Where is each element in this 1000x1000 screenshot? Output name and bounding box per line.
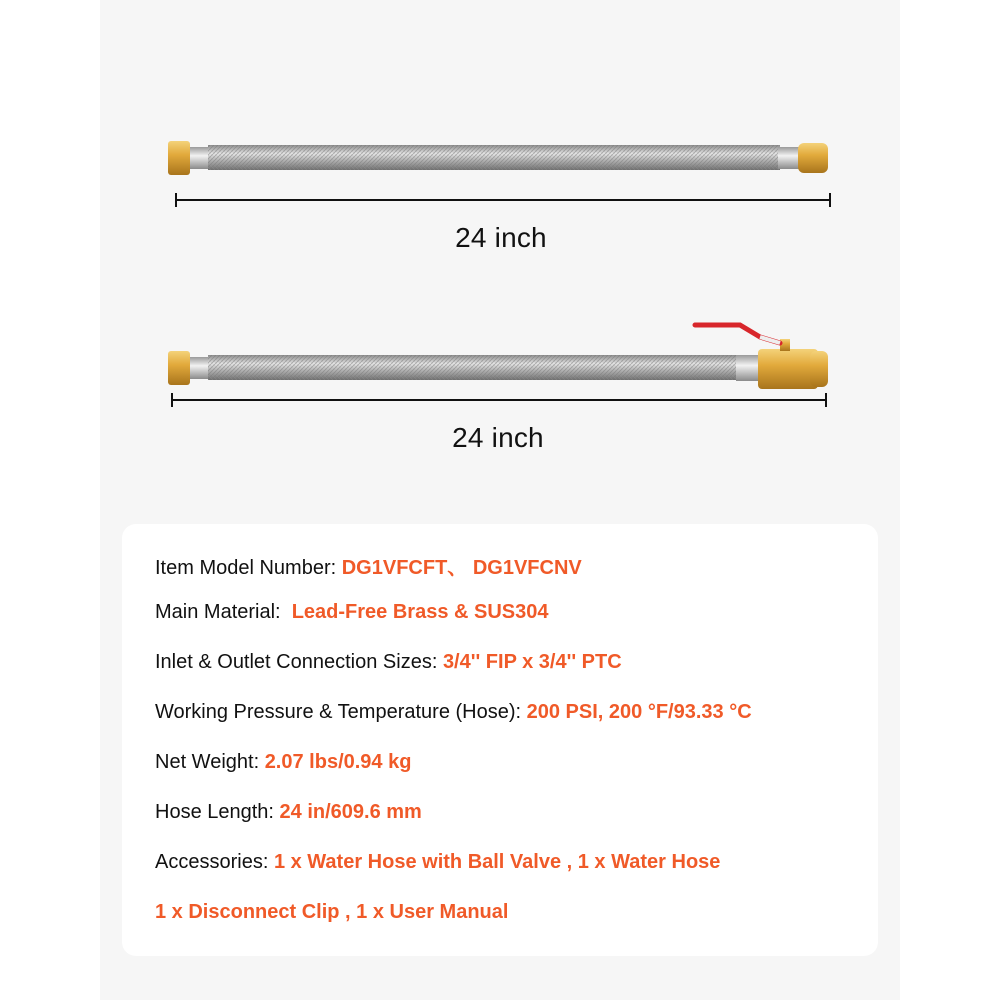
dimension-label-2: 24 inch: [452, 422, 544, 453]
spec-weight: [155, 751, 411, 774]
spec-label: Item Model Number:: [155, 557, 342, 579]
ball-valve-hose-image: [160, 315, 840, 395]
dimension-line-2: [171, 399, 827, 401]
spec-accessories-line2: [155, 901, 508, 924]
spec-label: Accessories:: [155, 851, 274, 873]
spec-value: Lead-Free Brass & SUS304: [291, 601, 549, 623]
spec-label: Hose Length:: [155, 801, 280, 823]
dimension-line-1: [175, 199, 831, 201]
spec-label: Main Material:: [155, 601, 292, 623]
spec-accessories: [155, 851, 720, 874]
spec-value: 3/4'' FIP x 3/4'' PTC: [442, 651, 622, 673]
water-hose-image: [160, 135, 840, 185]
spec-card: [122, 524, 878, 956]
dimension-label-1: 24 inch: [455, 222, 547, 253]
spec-value: 200 PSI, 200 °F/93.33 °C: [526, 701, 752, 723]
spec-label: Inlet & Outlet Connection Sizes:: [155, 651, 443, 673]
spec-value: DG1VFCFT、 DG1VFCNV: [341, 557, 582, 579]
spec-label: Net Weight:: [155, 751, 265, 773]
spec-connection: [155, 651, 622, 674]
spec-model: [155, 551, 582, 580]
spec-pressure: [155, 701, 752, 724]
spec-label: Working Pressure & Temperature (Hose):: [155, 701, 527, 723]
spec-material: [155, 601, 549, 624]
spec-value: 1 x Water Hose with Ball Valve , 1 x Water Hose: [273, 851, 721, 873]
spec-value: 24 in/609.6 mm: [279, 801, 422, 823]
spec-value: 2.07 lbs/0.94 kg: [264, 751, 412, 773]
spec-length: [155, 801, 422, 824]
spec-value: 1 x Disconnect Clip , 1 x User Manual: [155, 901, 509, 923]
